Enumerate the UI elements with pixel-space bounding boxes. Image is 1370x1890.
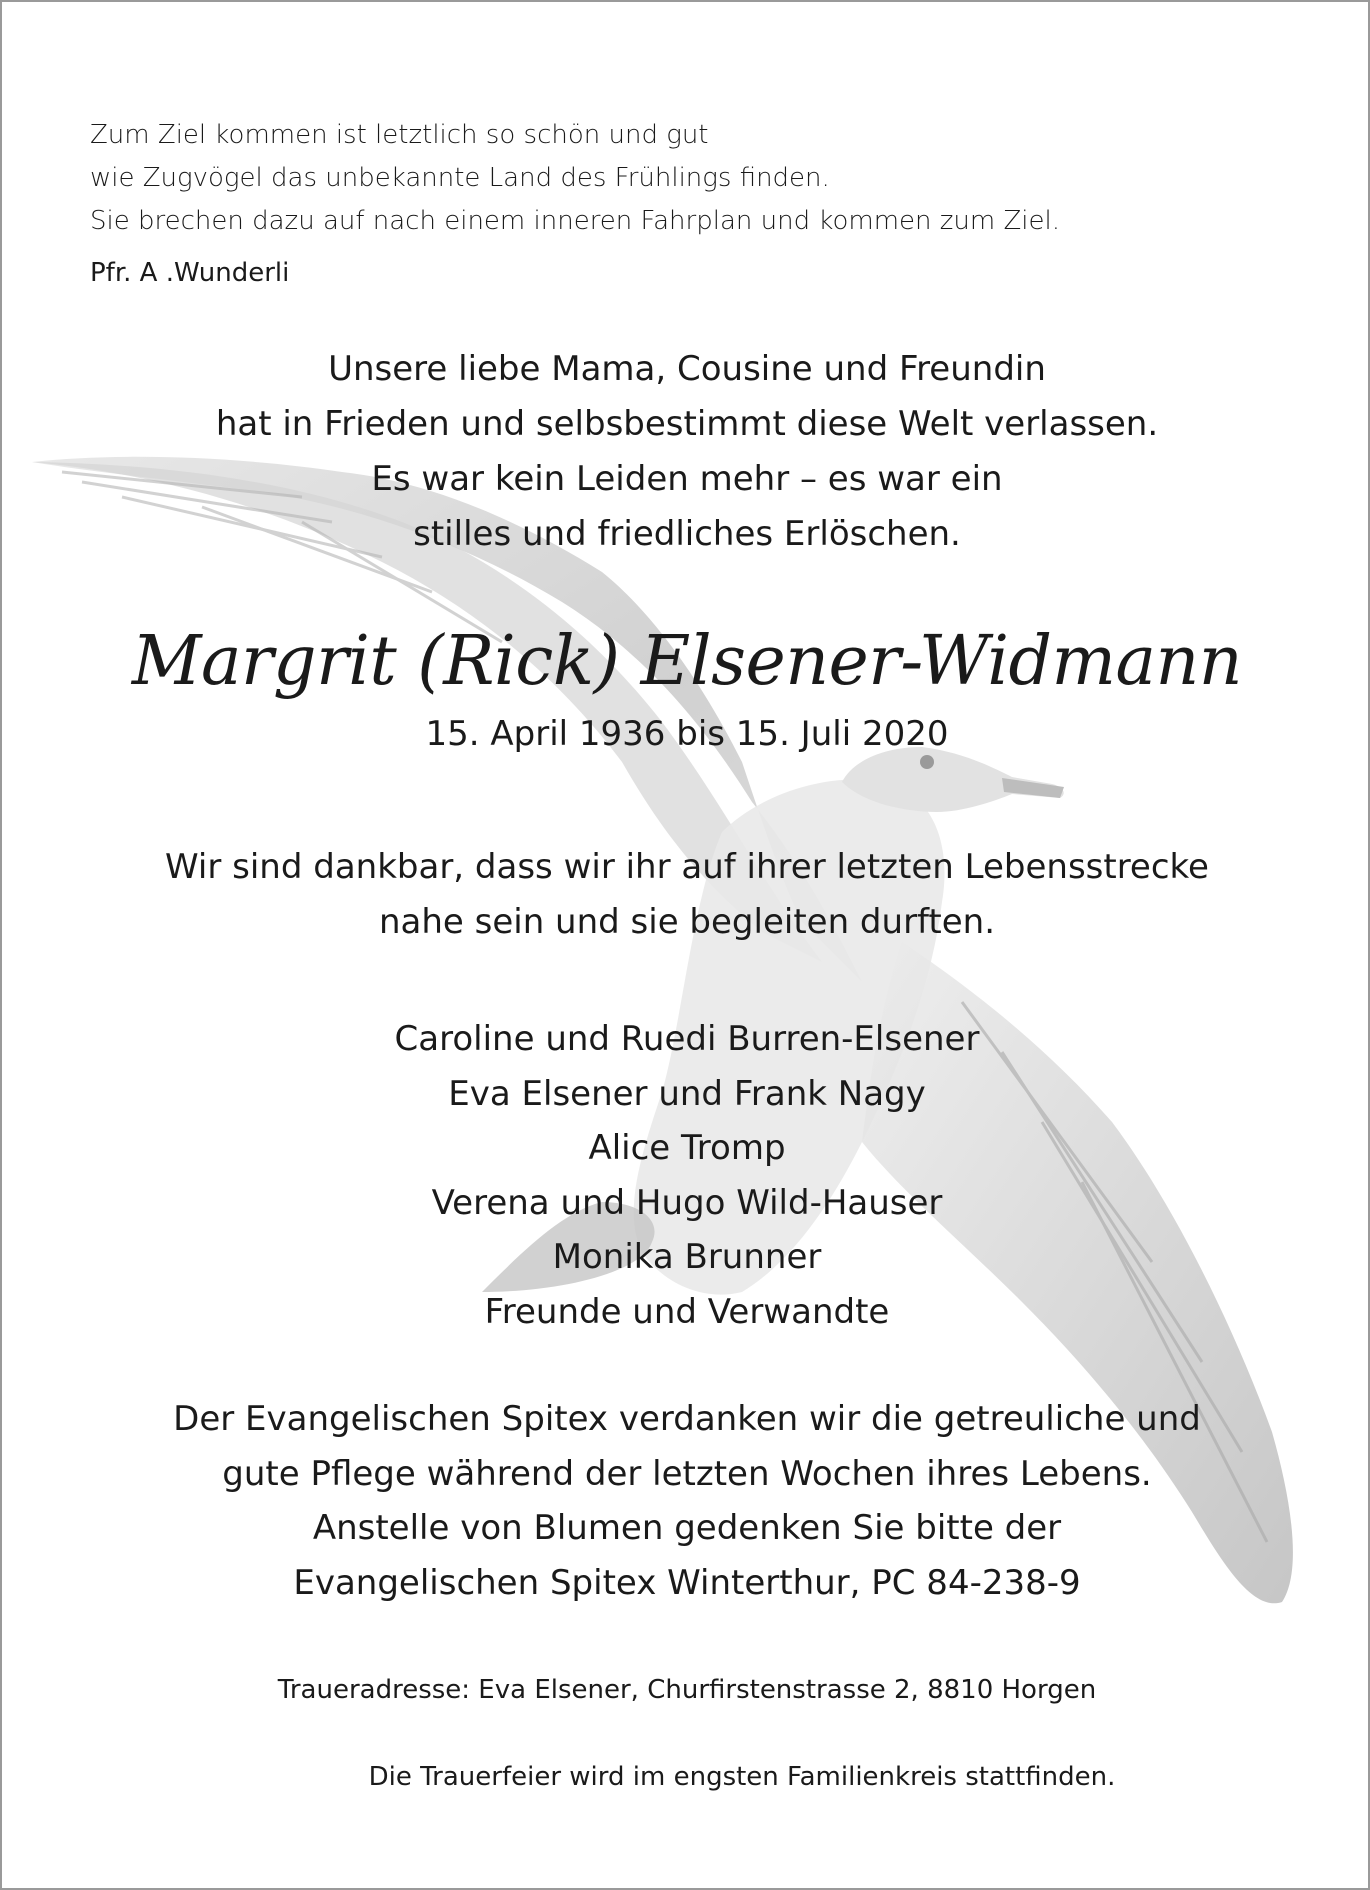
intro-line: hat in Frieden und selbsbestimmt diese Welt verlassen. bbox=[215, 404, 1159, 444]
mourner: Caroline und Ruedi Burren-Elsener bbox=[394, 1019, 980, 1059]
thanks-text bbox=[2, 840, 1370, 950]
thanks-line: Wir sind dankbar, dass wir ihr auf ihrer letzten Lebensstrecke bbox=[165, 847, 1209, 887]
mourner: Freunde und Verwandte bbox=[484, 1291, 890, 1332]
spitex-line: Evangelischen Spitex Winterthur, PC 84-238-9 bbox=[293, 1562, 1081, 1603]
quote-line: wie Zugvögel das unbekannte Land des Frühlings finden. bbox=[90, 163, 830, 193]
mourner: Eva Elsener und Frank Nagy bbox=[448, 1073, 926, 1114]
quote-author: Pfr. A .Wunderli bbox=[90, 258, 290, 288]
quote-line: Sie brechen dazu auf nach einem inneren Fahrplan und kommen zum Ziel. bbox=[90, 206, 1061, 236]
deceased-name: Margrit (Rick) Elsener-Widmann bbox=[131, 622, 1243, 701]
intro-line: Unsere liebe Mama, Cousine und Freundin bbox=[328, 349, 1046, 389]
spitex-text bbox=[2, 1392, 1370, 1610]
opening-quote bbox=[90, 114, 1060, 243]
intro-line: Es war kein Leiden mehr – es war ein bbox=[371, 459, 1003, 499]
thanks-line: nahe sein und sie begleiten durften. bbox=[378, 902, 996, 942]
funeral-note: Die Trauerfeier wird im engsten Familienkreis stattfinden. bbox=[368, 1762, 1116, 1792]
mourner: Alice Tromp bbox=[588, 1128, 786, 1168]
spitex-line: gute Pflege während der letzten Wochen ihres Lebens. bbox=[222, 1453, 1152, 1494]
mourner: Verena und Hugo Wild-Hauser bbox=[431, 1182, 943, 1223]
intro-line: stilles und friedliches Erlöschen. bbox=[413, 514, 961, 554]
mourner: Monika Brunner bbox=[552, 1237, 822, 1277]
life-dates: 15. April 1936 bis 15. Juli 2020 bbox=[425, 714, 949, 754]
spitex-line: Anstelle von Blumen gedenken Sie bitte der bbox=[312, 1508, 1062, 1548]
spitex-line: Der Evangelischen Spitex verdanken wir die getreuliche und bbox=[173, 1399, 1201, 1439]
mourners-list bbox=[2, 1012, 1370, 1339]
mourning-address: Traueradresse: Eva Elsener, Churfirstenstrasse 2, 8810 Horgen bbox=[277, 1675, 1097, 1705]
quote-line: Zum Ziel kommen ist letztlich so schön und gut bbox=[90, 120, 709, 150]
intro-text bbox=[2, 342, 1370, 562]
